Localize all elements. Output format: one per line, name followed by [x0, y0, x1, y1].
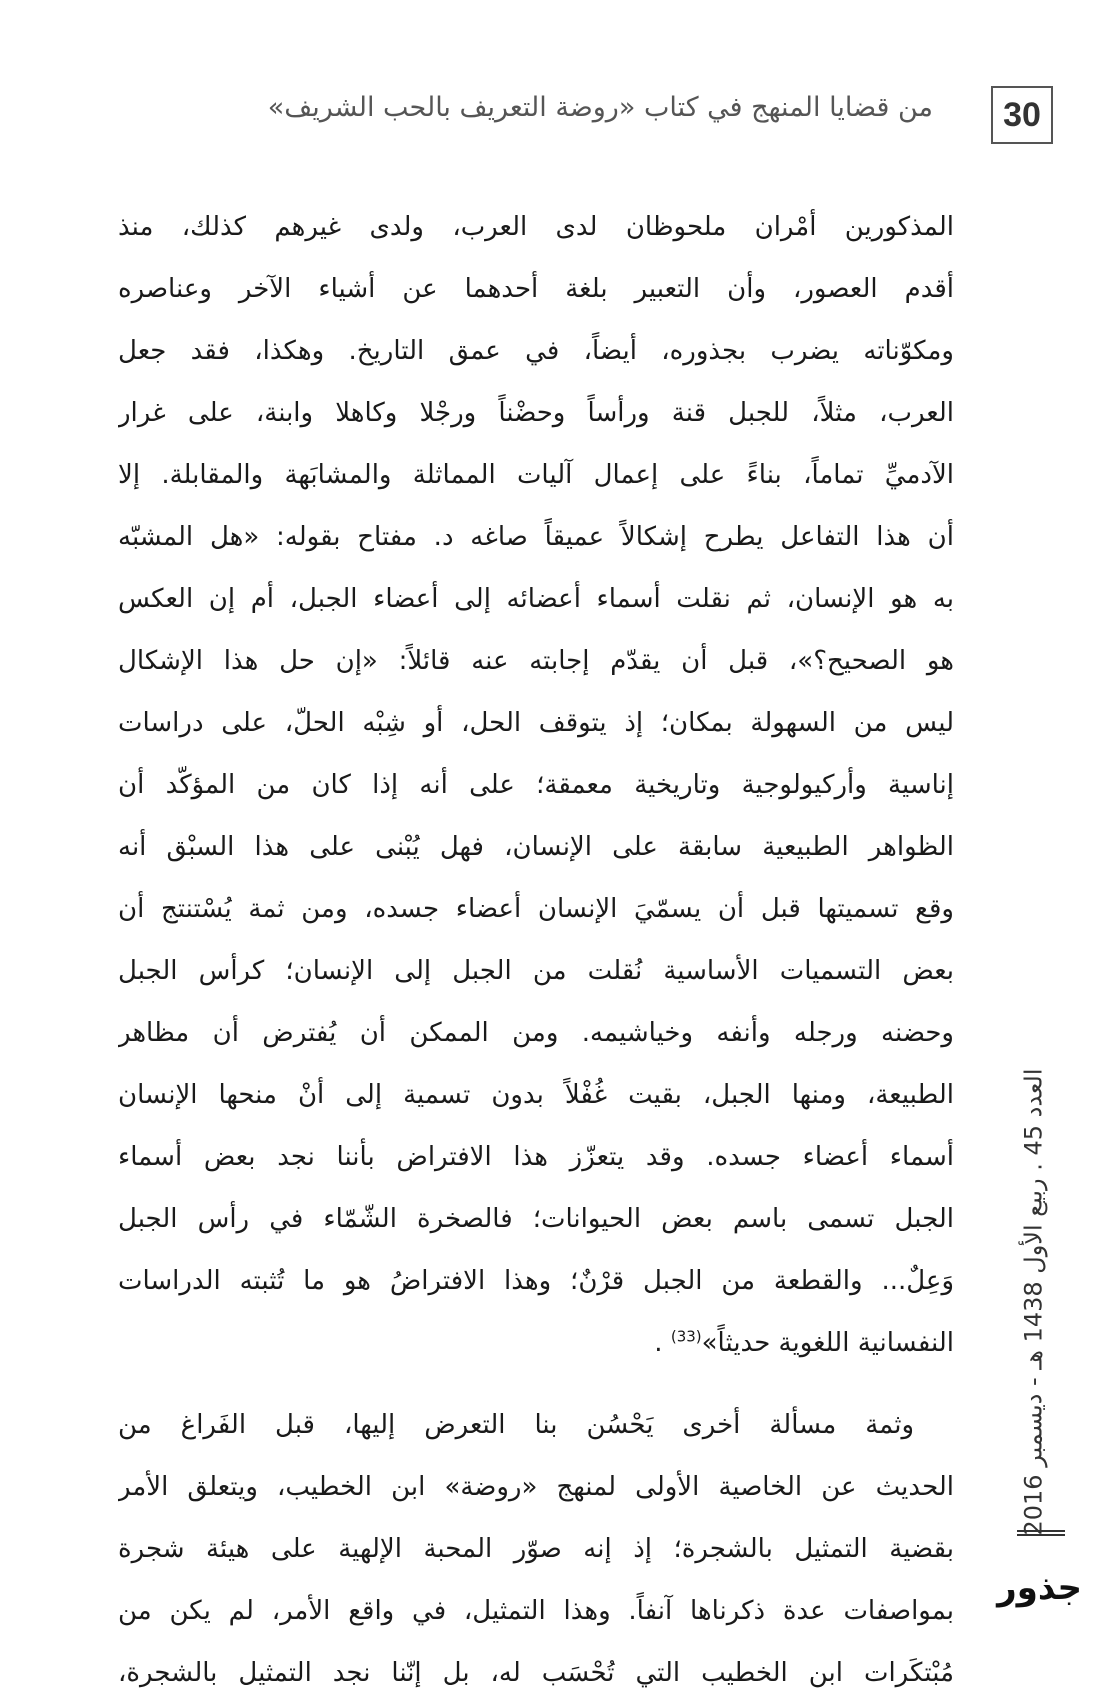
text-line: ومكوّناته يضرب بجذوره، أيضاً، في عمق التاريخ. وهكذا، فقد جعل	[118, 336, 954, 366]
last-line-text: النفسانية اللغوية حديثاً»	[701, 1328, 954, 1358]
text-line: إناسية وأركيولوجية وتاريخية معمقة؛ على أنه إذا كان من المؤكّد أن	[118, 770, 954, 800]
text-line: الظواهر الطبيعية سابقة على الإنسان، فهل يُبْنى على هذا السبْق أنه	[118, 832, 954, 862]
footnote-reference[interactable]: (33)	[670, 1327, 702, 1346]
text-line: الآدميِّ تماماً، بناءً على إعمال آليات المماثلة والمشابَهة والمقابلة. إلا	[118, 460, 954, 490]
sidebar-divider	[1017, 1530, 1065, 1536]
journal-logo: جذور	[997, 1568, 1082, 1608]
text-line: بقضية التمثيل بالشجرة؛ إذ إنه صوّر المحبة الإلهية على هيئة شجرة	[118, 1534, 954, 1564]
journal-issue-text: العدد 45 . ربيع الأول 1438 هـ - ديسمبر 2016	[1019, 1068, 1047, 1536]
text-line: به هو الإنسان، ثم نقلت أسماء أعضائه إلى أعضاء الجبل، أم إن العكس	[118, 584, 954, 614]
running-title: من قضايا المنهج في كتاب «روضة التعريف بالحب الشريف»	[267, 92, 933, 123]
text-line: ليس من السهولة بمكان؛ إذ يتوقف الحل، أو شِبْه الحلّ، على دراسات	[118, 708, 954, 738]
text-line: وَعِلٌ... والقطعة من الجبل قرْنٌ؛ وهذا الافتراضُ هو ما تُثبته الدراسات	[118, 1266, 954, 1296]
text-line: مُبْتكَرات ابن الخطيب التي تُحْسَب له، بل إنّنا نجد التمثيل بالشجرة،	[118, 1658, 954, 1688]
text-line: الجبل تسمى باسم بعض الحيوانات؛ فالصخرة الشّمّاء في رأس الجبل	[118, 1204, 954, 1234]
text-line: العرب، مثلاً، للجبل قنة ورأساً وحضْناً ورجْلا وكاهلا وابنة، على غرار	[118, 398, 954, 428]
text-line: وحضنه ورجله وأنفه وخياشيمه. ومن الممكن أن يُفترض أن مظاهر	[118, 1018, 954, 1048]
text-line: هو الصحيح؟»، قبل أن يقدّم إجابته عنه قائلاً: «إن حل هذا الإشكال	[118, 646, 954, 676]
text-line: المذكورين أمْران ملحوظان لدى العرب، ولدى غيرهم كذلك، منذ	[118, 212, 954, 242]
text-line: وقع تسميتها قبل أن يسمّيَ الإنسان أعضاء جسده، ومن ثمة يُسْتنتج أن	[118, 894, 954, 924]
text-line: الحديث عن الخاصية الأولى لمنهج «روضة» ابن الخطيب، ويتعلق الأمر	[118, 1472, 954, 1502]
text-line: وثمة مسألة أخرى يَحْسُن بنا التعرض إليها، قبل الفَراغ من	[118, 1410, 914, 1440]
text-line: الطبيعة، ومنها الجبل، بقيت غُفْلاً بدون تسمية إلى أنْ منحها الإنسان	[118, 1080, 954, 1110]
text-line-last	[118, 1312, 954, 1374]
paragraph-1	[118, 196, 954, 1374]
page-number: 30	[991, 86, 1053, 144]
paragraph-2	[118, 1394, 954, 1704]
text-line: أسماء أعضاء جسده. وقد يتعزّز هذا الافتراض بأننا نجد بعض أسماء	[118, 1142, 954, 1172]
main-text	[118, 196, 954, 1704]
text-line: أقدم العصور، وأن التعبير بلغة أحدهما عن أشياء الآخر وعناصره	[118, 274, 954, 304]
journal-issue-sidebar	[1008, 1068, 1058, 1536]
text-line: أن هذا التفاعل يطرح إشكالاً عميقاً صاغه د. مفتاح بقوله: «هل المشبّه	[118, 522, 954, 552]
text-line: بعض التسميات الأساسية نُقلت من الجبل إلى الإنسان؛ كرأس الجبل	[118, 956, 954, 986]
last-line-period: .	[654, 1328, 663, 1358]
text-line: بمواصفات عدة ذكرناها آنفاً. وهذا التمثيل، في واقع الأمر، لم يكن من	[118, 1596, 954, 1626]
